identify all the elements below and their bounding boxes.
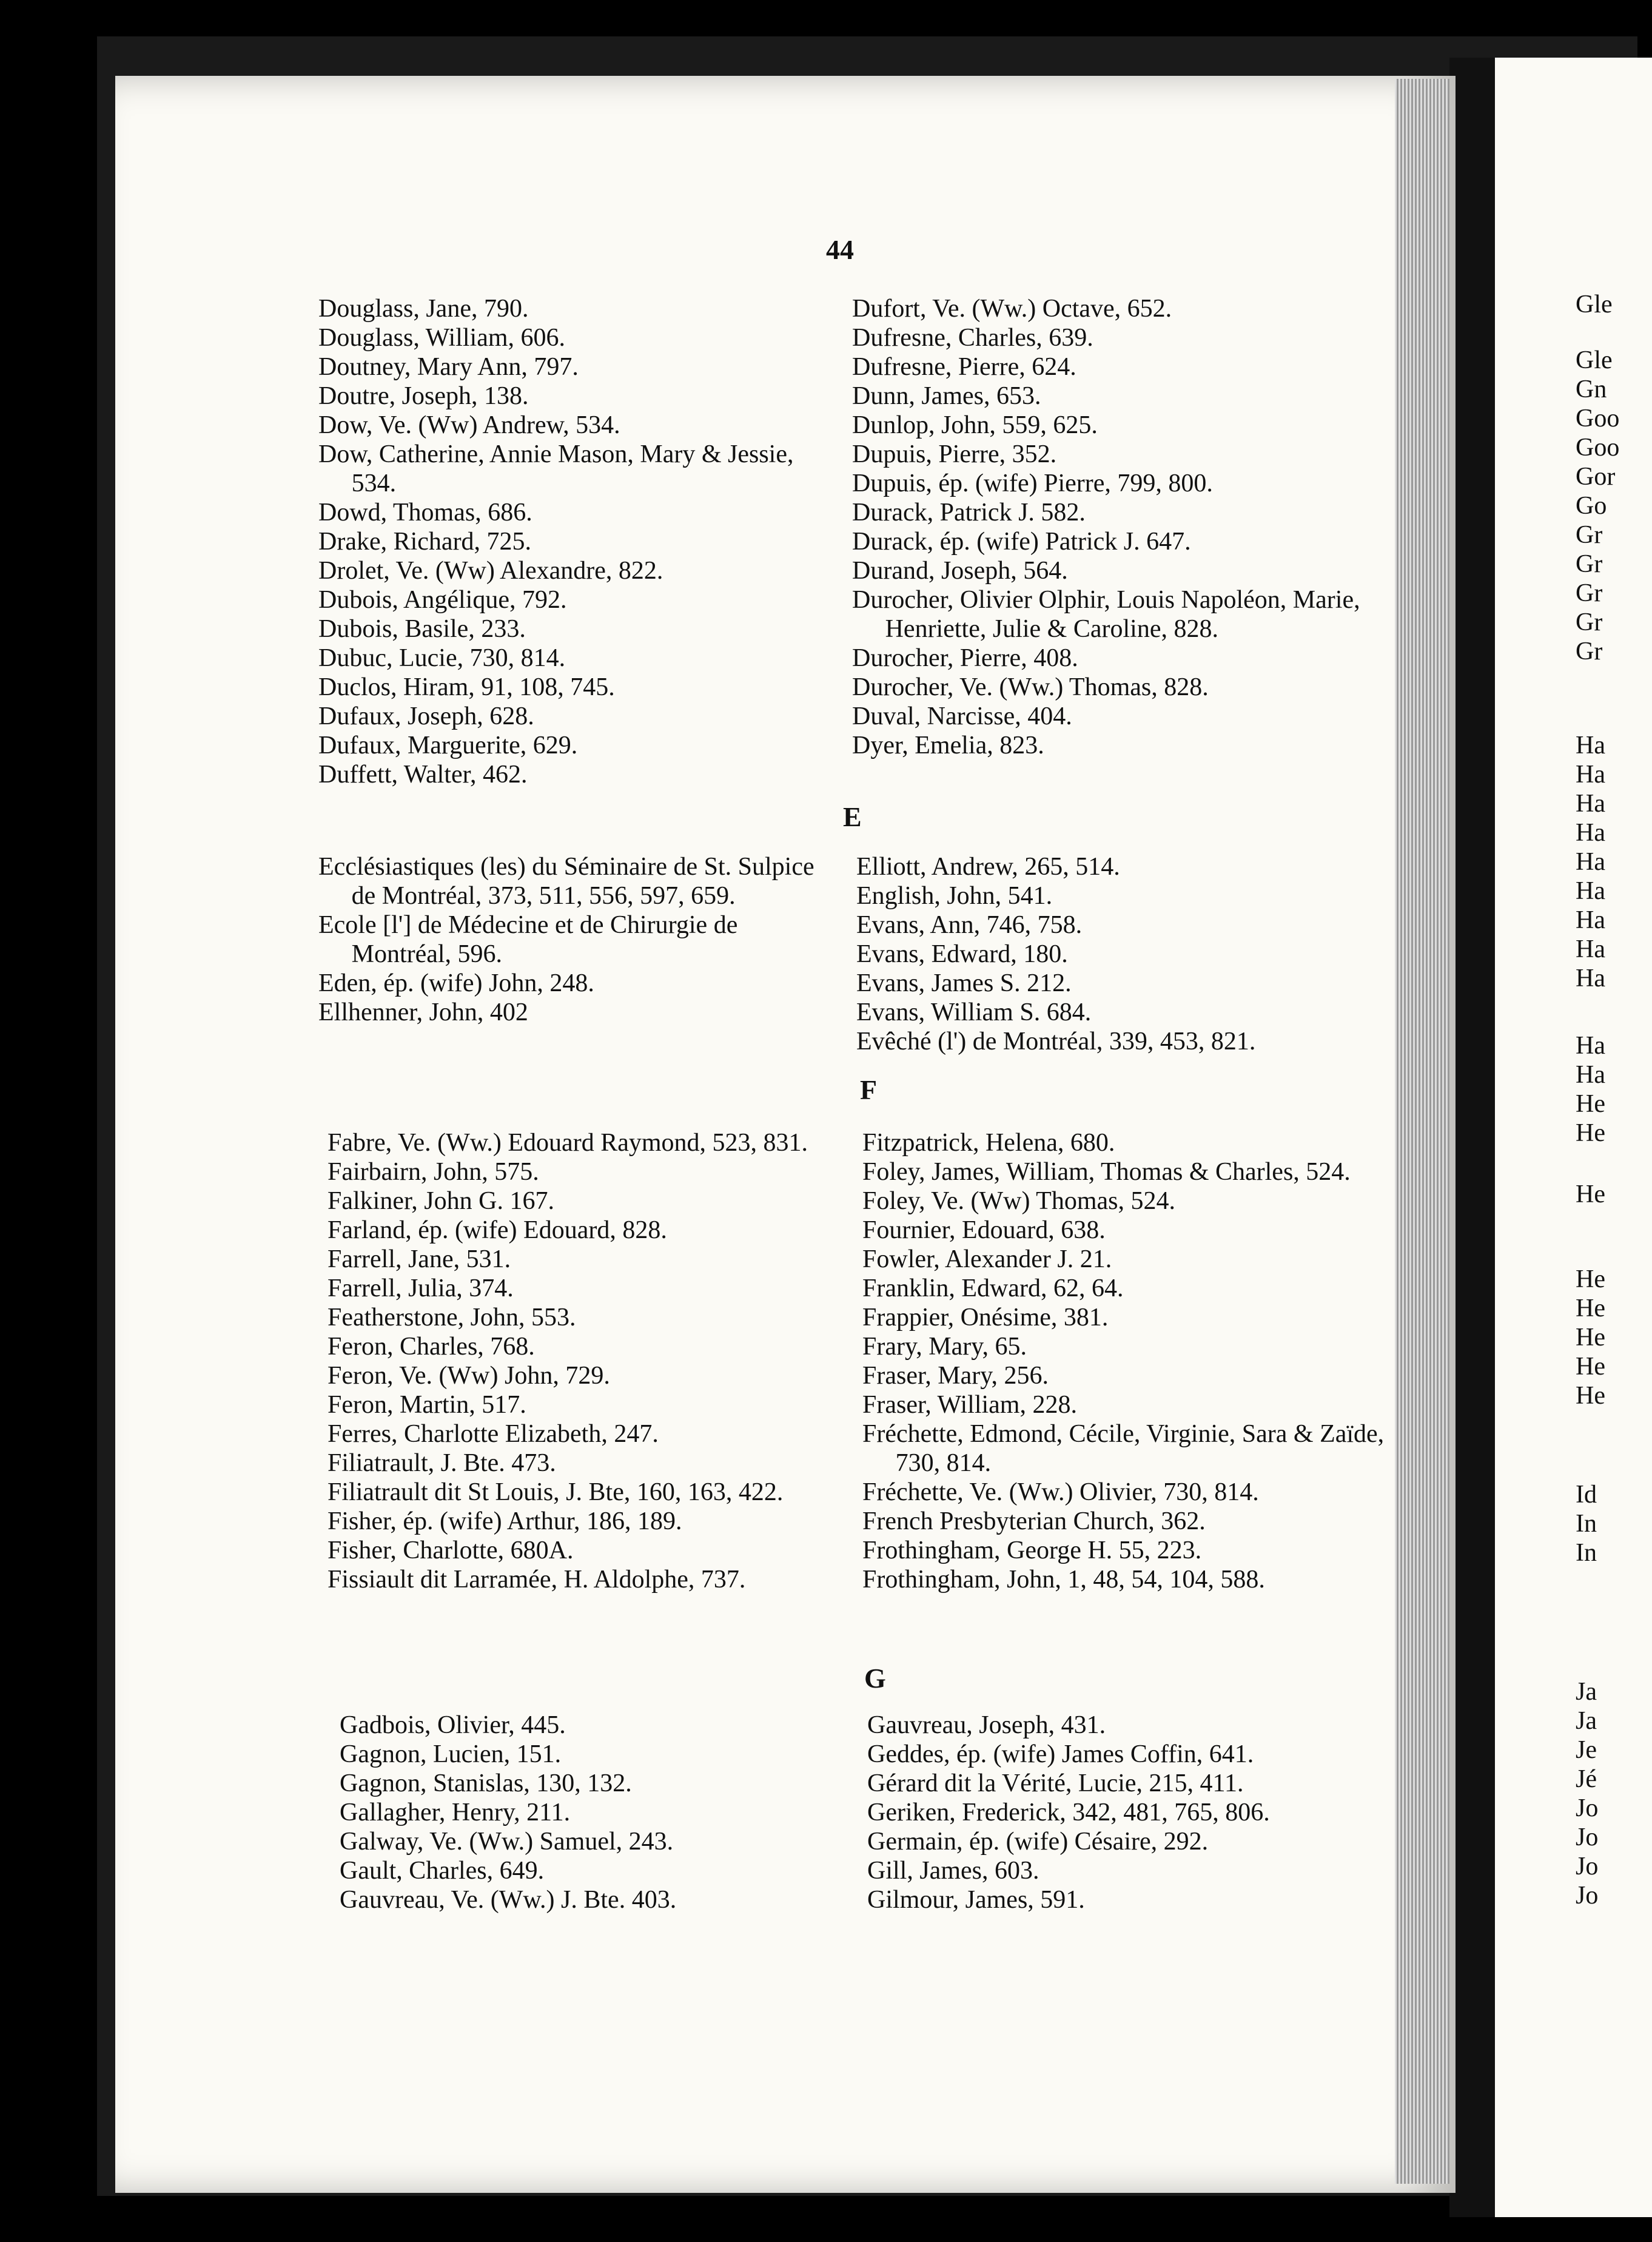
index-entry: Evans, Ann, 746, 758. [856, 911, 1083, 939]
index-entry: Dufaux, Marguerite, 629. [318, 732, 578, 759]
index-entry: Geriken, Frederick, 342, 481, 765, 806. [867, 1799, 1270, 1826]
index-entry: Dow, Catherine, Annie Mason, Mary & Jessie, 534. [318, 440, 794, 497]
next-page-fragment-h3 [1576, 1180, 1652, 1209]
next-page-entry-fragment: Id [1576, 1481, 1597, 1509]
next-page-entry-fragment: Gr [1576, 579, 1603, 607]
index-entry: Gagnon, Stanislas, 130, 132. [340, 1769, 632, 1797]
next-page-fragment-g2 [1576, 346, 1652, 666]
index-entry: Doutre, Joseph, 138. [318, 382, 529, 410]
next-page-fragment-i [1576, 1480, 1652, 1567]
next-page-entry-fragment: He [1576, 1382, 1605, 1410]
next-page-entry-fragment: He [1576, 1324, 1605, 1352]
next-page-entry-fragment: Goo [1576, 434, 1620, 462]
index-entry: Ellhenner, John, 402 [318, 998, 528, 1026]
index-entry: Frappier, Onésime, 381. [862, 1304, 1109, 1331]
index-entry: Dunlop, John, 559, 625. [852, 411, 1098, 439]
index-entry: Ecclésiastiques (les) du Séminaire de St. Sulpice de Montréal, 373, 511, 556, 597, 659. [318, 853, 814, 910]
next-page-entry-fragment: Ha [1576, 1061, 1605, 1089]
index-entry: Fraser, Mary, 256. [862, 1362, 1049, 1390]
index-entry: Featherstone, John, 553. [327, 1304, 576, 1331]
next-page-entry-fragment: Gle [1576, 291, 1613, 318]
index-entry: Evêché (l') de Montréal, 339, 453, 821. [856, 1028, 1256, 1055]
page-number: 44 [826, 234, 854, 265]
index-entry: Falkiner, John G. 167. [327, 1187, 554, 1215]
index-entry: Fournier, Edouard, 638. [862, 1216, 1106, 1244]
next-page-entry-fragment: Gle [1576, 346, 1613, 374]
next-page-entry-fragment: Go [1576, 492, 1607, 520]
next-page-entry-fragment: Gr [1576, 638, 1603, 665]
index-entry: Fisher, Charlotte, 680A. [327, 1537, 574, 1564]
index-entry: Dubois, Angélique, 792. [318, 586, 567, 614]
next-page-entry-fragment: He [1576, 1119, 1605, 1147]
next-page-entry-fragment: Ja [1576, 1707, 1597, 1735]
next-page-fragment-h4 [1576, 1265, 1652, 1410]
book-spine [1449, 58, 1495, 2217]
next-page-fragment-g1 [1576, 290, 1652, 319]
index-entry: Fairbairn, John, 575. [327, 1158, 539, 1186]
index-entry: Duffett, Walter, 462. [318, 761, 528, 789]
index-entry: Douglass, Jane, 790. [318, 295, 529, 323]
index-entry: Frary, Mary, 65. [862, 1333, 1027, 1361]
next-page-entry-fragment: Je [1576, 1736, 1597, 1764]
next-page-entry-fragment: Jo [1576, 1794, 1599, 1822]
section-f-left-column [327, 1128, 849, 1594]
next-page-entry-fragment: Ja [1576, 1678, 1597, 1706]
next-page-entry-fragment: He [1576, 1180, 1605, 1208]
index-entry: Fréchette, Edmond, Cécile, Virginie, Sara & Zaïde, 730, 814. [862, 1420, 1385, 1477]
index-entry: Gérard dit la Vérité, Lucie, 215, 411. [867, 1769, 1244, 1797]
next-page-entry-fragment: Gn [1576, 375, 1607, 403]
index-entry: Gauvreau, Joseph, 431. [867, 1711, 1106, 1739]
index-entry: Farland, ép. (wife) Edouard, 828. [327, 1216, 667, 1244]
index-entry: Gault, Charles, 649. [340, 1857, 545, 1885]
index-entry: Feron, Charles, 768. [327, 1333, 535, 1361]
index-entry: Evans, James S. 212. [856, 969, 1072, 997]
index-entry: Dyer, Emelia, 823. [852, 732, 1044, 759]
index-entry: Drake, Richard, 725. [318, 528, 532, 556]
index-entry: Durocher, Ve. (Ww.) Thomas, 828. [852, 673, 1209, 701]
index-entry: Gadbois, Olivier, 445. [340, 1711, 566, 1739]
index-entry: Farrell, Jane, 531. [327, 1245, 511, 1273]
next-page-entry-fragment: Jo [1576, 1853, 1599, 1880]
index-entry: Durack, ép. (wife) Patrick J. 647. [852, 528, 1191, 556]
index-entry: Gallagher, Henry, 211. [340, 1799, 571, 1826]
index-entry: Frothingham, George H. 55, 223. [862, 1537, 1202, 1564]
index-entry: Gagnon, Lucien, 151. [340, 1740, 562, 1768]
index-entry: Elliott, Andrew, 265, 514. [856, 853, 1120, 881]
next-page-entry-fragment: Ha [1576, 732, 1605, 759]
section-g-heading: G [864, 1663, 886, 1694]
index-entry: Duval, Narcisse, 404. [852, 702, 1072, 730]
index-entry: Dow, Ve. (Ww) Andrew, 534. [318, 411, 620, 439]
index-entry: Foley, Ve. (Ww) Thomas, 524. [862, 1187, 1175, 1215]
next-page-entry-fragment: He [1576, 1265, 1605, 1293]
index-entry: Fabre, Ve. (Ww.) Edouard Raymond, 523, 831. [327, 1129, 808, 1157]
index-entry: Dubois, Basile, 233. [318, 615, 526, 643]
index-entry: Durand, Joseph, 564. [852, 557, 1068, 585]
index-entry: Gauvreau, Ve. (Ww.) J. Bte. 403. [340, 1886, 677, 1914]
next-page-entry-fragment: Goo [1576, 405, 1620, 433]
index-entry: Geddes, ép. (wife) James Coffin, 641. [867, 1740, 1254, 1768]
next-page-entry-fragment: Jé [1576, 1765, 1597, 1793]
index-entry: Fisher, ép. (wife) Arthur, 186, 189. [327, 1507, 682, 1535]
index-entry: Doutney, Mary Ann, 797. [318, 353, 579, 381]
index-entry: Dufresne, Pierre, 624. [852, 353, 1076, 381]
index-entry: Foley, James, William, Thomas & Charles, 524. [862, 1158, 1351, 1186]
index-entry: Duclos, Hiram, 91, 108, 745. [318, 673, 615, 701]
index-entry: Douglass, William, 606. [318, 324, 566, 352]
section-g-left-column [340, 1711, 861, 1914]
index-entry: Ecole [l'] de Médecine et de Chirurgie de Montréal, 596. [318, 911, 738, 968]
index-entry: English, John, 541. [856, 882, 1053, 910]
index-entry: Feron, Martin, 517. [327, 1391, 526, 1419]
index-entry: Fraser, William, 228. [862, 1391, 1077, 1419]
index-entry: Fowler, Alexander J. 21. [862, 1245, 1112, 1273]
next-page-entry-fragment: Ha [1576, 1032, 1605, 1060]
next-page-fragment-j [1576, 1677, 1652, 1910]
index-entry: French Presbyterian Church, 362. [862, 1507, 1206, 1535]
next-page-entry-fragment: Ha [1576, 964, 1605, 992]
next-page-entry-fragment: Ha [1576, 906, 1605, 934]
next-page-entry-fragment: Gor [1576, 463, 1616, 491]
index-entry: Dubuc, Lucie, 730, 814. [318, 644, 566, 672]
section-e-left-column [318, 852, 840, 1027]
next-page-entry-fragment: Ha [1576, 790, 1605, 818]
index-entry: Filiatrault, J. Bte. 473. [327, 1449, 556, 1477]
index-entry: Galway, Ve. (Ww.) Samuel, 243. [340, 1828, 674, 1856]
next-page-entry-fragment: Gr [1576, 550, 1603, 578]
next-page-entry-fragment: He [1576, 1090, 1605, 1118]
index-entry: Dupuis, ép. (wife) Pierre, 799, 800. [852, 470, 1213, 497]
next-page-entry-fragment: Ha [1576, 848, 1605, 876]
index-entry: Durocher, Olivier Olphir, Louis Napoléon, Marie, Henriette, Julie & Caroline, 828. [852, 586, 1360, 643]
index-entry: Fitzpatrick, Helena, 680. [862, 1129, 1115, 1157]
index-entry: Durack, Patrick J. 582. [852, 499, 1086, 527]
next-page-entry-fragment: In [1576, 1539, 1597, 1567]
next-page-entry-fragment: In [1576, 1510, 1597, 1538]
index-entry: Feron, Ve. (Ww) John, 729. [327, 1362, 610, 1390]
next-page-fragment-h1 [1576, 731, 1652, 993]
index-entry: Frothingham, John, 1, 48, 54, 104, 588. [862, 1566, 1265, 1594]
index-entry: Filiatrault dit St Louis, J. Bte, 160, 163, 422. [327, 1478, 784, 1506]
index-entry: Farrell, Julia, 374. [327, 1274, 514, 1302]
section-f-right-column [862, 1128, 1399, 1594]
next-page-entry-fragment: Ha [1576, 761, 1605, 789]
index-entry: Dunn, James, 653. [852, 382, 1041, 410]
index-entry: Ferres, Charlotte Elizabeth, 247. [327, 1420, 659, 1448]
next-page-entry-fragment: Gr [1576, 521, 1603, 549]
section-e-right-column [856, 852, 1393, 1056]
index-entry: Gilmour, James, 591. [867, 1886, 1085, 1914]
index-entry: Franklin, Edward, 62, 64. [862, 1274, 1124, 1302]
index-entry: Dowd, Thomas, 686. [318, 499, 532, 527]
index-entry: Dufort, Ve. (Ww.) Octave, 652. [852, 295, 1172, 323]
index-entry: Dufresne, Charles, 639. [852, 324, 1093, 352]
index-entry: Dupuis, Pierre, 352. [852, 440, 1057, 468]
index-entry: Dufaux, Joseph, 628. [318, 702, 534, 730]
section-g-right-column [867, 1711, 1404, 1914]
next-page-entry-fragment: Ha [1576, 819, 1605, 847]
index-entry: Eden, ép. (wife) John, 248. [318, 969, 594, 997]
next-page-entry-fragment: Ha [1576, 935, 1605, 963]
section-e-heading: E [843, 801, 862, 832]
next-page-entry-fragment: He [1576, 1353, 1605, 1381]
next-page-entry-fragment: Gr [1576, 608, 1603, 636]
index-entry: Fréchette, Ve. (Ww.) Olivier, 730, 814. [862, 1478, 1259, 1506]
index-entry: Durocher, Pierre, 408. [852, 644, 1078, 672]
next-page-entry-fragment: He [1576, 1294, 1605, 1322]
index-entry: Fissiault dit Larramée, H. Aldolphe, 737. [327, 1566, 746, 1594]
index-entry: Drolet, Ve. (Ww) Alexandre, 822. [318, 557, 663, 585]
index-entry: Gill, James, 603. [867, 1857, 1039, 1885]
section-f-heading: F [860, 1074, 878, 1105]
section-d-left-column [318, 294, 840, 789]
next-page-fragment-h2 [1576, 1031, 1652, 1148]
next-page-entry-fragment: Ha [1576, 877, 1605, 905]
index-entry: Germain, ép. (wife) Césaire, 292. [867, 1828, 1209, 1856]
index-entry: Evans, Edward, 180. [856, 940, 1068, 968]
section-d-right-column [852, 294, 1389, 760]
index-entry: Evans, William S. 684. [856, 998, 1092, 1026]
next-page-entry-fragment: Jo [1576, 1882, 1599, 1910]
next-page-entry-fragment: Jo [1576, 1823, 1599, 1851]
